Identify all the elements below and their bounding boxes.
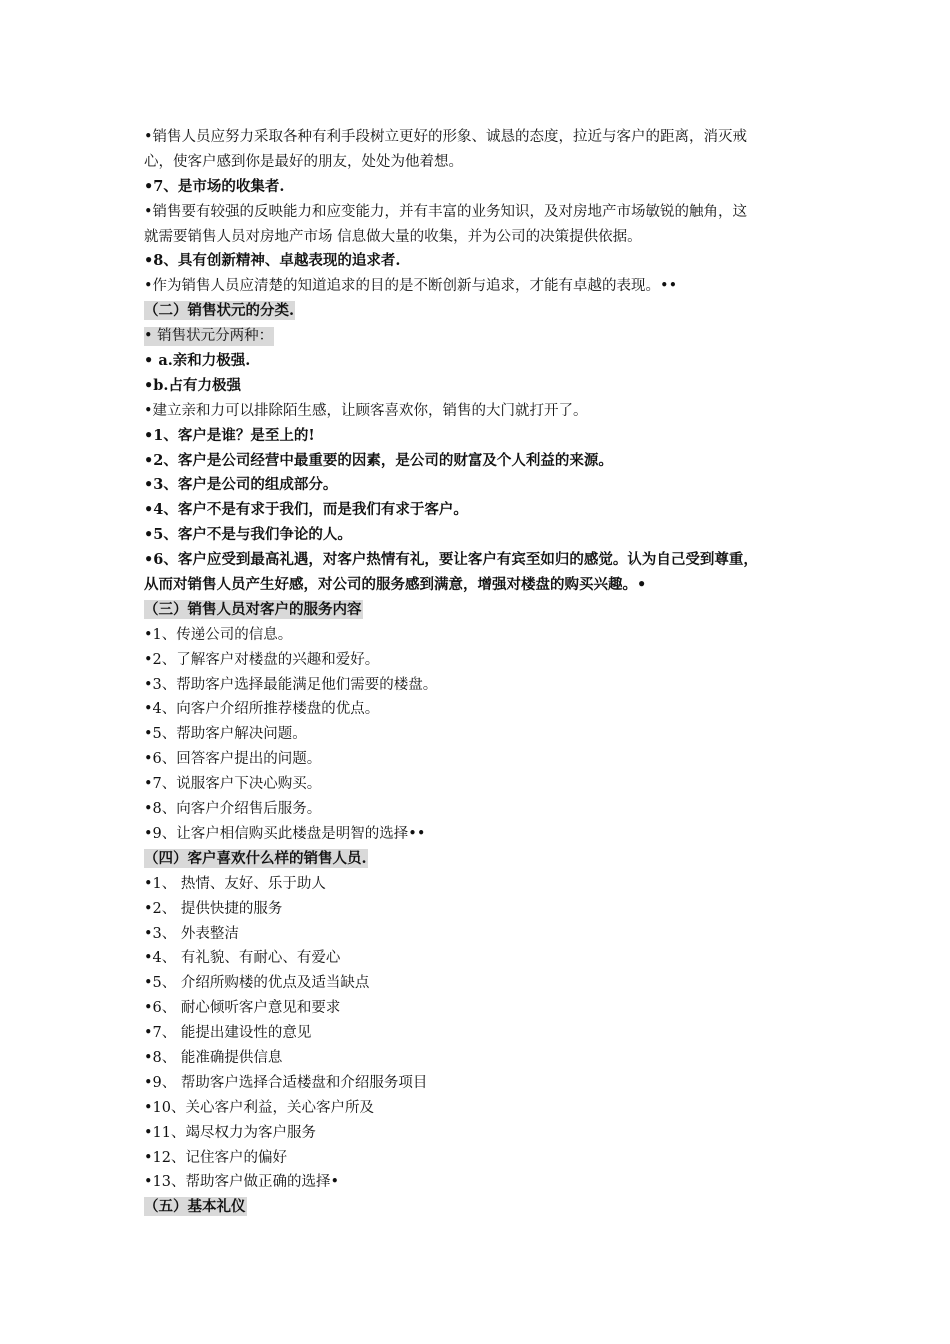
text-line: •2、 提供快捷的服务 (144, 900, 283, 917)
text-line: •销售人员应努力采取各种有利手段树立更好的形象、诚恳的态度，拉近与客户的距离，消灭戒 (144, 129, 748, 145)
section-heading-text: （四）客户喜欢什么样的销售人员. (144, 849, 367, 867)
text-line: •5、 介绍所购楼的优点及适当缺点 (144, 975, 370, 992)
text-line: •4、向客户介绍所推荐楼盘的优点。 (144, 701, 380, 718)
bold-text-line: •1、客户是谁？是至上的! (144, 426, 315, 444)
bold-text-line: •6、客户应受到最高礼遇，对客户热情有礼，要让客户有宾至如归的感觉。认为自己受到尊重， (144, 551, 758, 569)
bold-text-line: • a.亲和力极强. (144, 352, 251, 370)
text-line: •8、向客户介绍售后服务。 (144, 801, 322, 818)
text-line: •6、 耐心倾听客户意见和要求 (144, 1000, 341, 1017)
highlighted-line (144, 324, 816, 349)
text-line: •4、 有礼貌、有耐心、有爱心 (144, 950, 341, 967)
bold-text-line: •4、客户不是有求于我们，而是我们有求于客户。 (144, 501, 468, 519)
text-line: •12、记住客户的偏好 (144, 1149, 288, 1166)
text-line: •1、传递公司的信息。 (144, 626, 293, 643)
bold-text-line: 从而对销售人员产生好感，对公司的服务感到满意，增强对楼盘的购买兴趣。• (144, 576, 647, 594)
text-line: •11、竭尽权力为客户服务 (144, 1124, 317, 1141)
section-heading-text: （三）销售人员对客户的服务内容 (144, 600, 362, 618)
text-line: •销售要有较强的反映能力和应变能力，并有丰富的业务知识，及对房地产市场敏锐的触角，这 (144, 203, 748, 220)
bold-text-line: •3、客户是公司的组成部分。 (144, 476, 338, 494)
section-heading (144, 299, 816, 324)
text-line: •5、帮助客户解决问题。 (144, 726, 307, 743)
text-line: •3、帮助客户选择最能满足他们需要的楼盘。 (144, 676, 438, 693)
text-line: •9、让客户相信购买此楼盘是明智的选择•• (144, 825, 426, 842)
document-body (144, 125, 816, 1220)
text-line: •3、 外表整洁 (144, 925, 239, 942)
section-heading-text: （五）基本礼仪 (144, 1198, 246, 1216)
bold-text-line: •b.占有力极强 (144, 376, 241, 394)
bold-text-line: •2、客户是公司经营中最重要的因素，是公司的财富及个人利益的来源。 (144, 451, 613, 469)
text-line: 就需要销售人员对房地产市场 信息做大量的收集，并为公司的决策提供依据。 (144, 228, 642, 245)
text-line: •2、了解客户对楼盘的兴趣和爱好。 (144, 651, 380, 668)
text-line: •10、关心客户利益，关心客户所及 (144, 1099, 375, 1116)
section-heading (144, 847, 816, 872)
text-line: •作为销售人员应清楚的知道追求的目的是不断创新与追求，才能有卓越的表现。•• (144, 278, 678, 295)
bold-text-line: •8、具有创新精神、卓越表现的追求者. (144, 252, 401, 270)
highlighted-line-text: • 销售状元分两种： (144, 328, 274, 345)
text-line: •9、 帮助客户选择合适楼盘和介绍服务项目 (144, 1074, 428, 1091)
text-line: •建立亲和力可以排除陌生感，让顾客喜欢你，销售的大门就打开了。 (144, 402, 588, 419)
section-heading-text: （二）销售状元的分类. (144, 302, 295, 320)
bold-text-line: •5、客户不是与我们争论的人。 (144, 526, 352, 544)
text-line: •8、 能准确提供信息 (144, 1049, 283, 1066)
text-line: •13、帮助客户做正确的选择• (144, 1174, 340, 1191)
section-heading (144, 1195, 816, 1220)
text-line: •7、说服客户下决心购买。 (144, 776, 322, 793)
text-line: 心，使客户感到你是最好的朋友，处处为他着想。 (144, 153, 463, 170)
text-line: •7、 能提出建设性的意见 (144, 1025, 312, 1042)
bold-text-line: •7、是市场的收集者. (144, 177, 285, 195)
text-line: •6、回答客户提出的问题。 (144, 751, 322, 768)
text-line: •1、 热情、友好、乐于助人 (144, 875, 326, 892)
section-heading (144, 598, 816, 623)
